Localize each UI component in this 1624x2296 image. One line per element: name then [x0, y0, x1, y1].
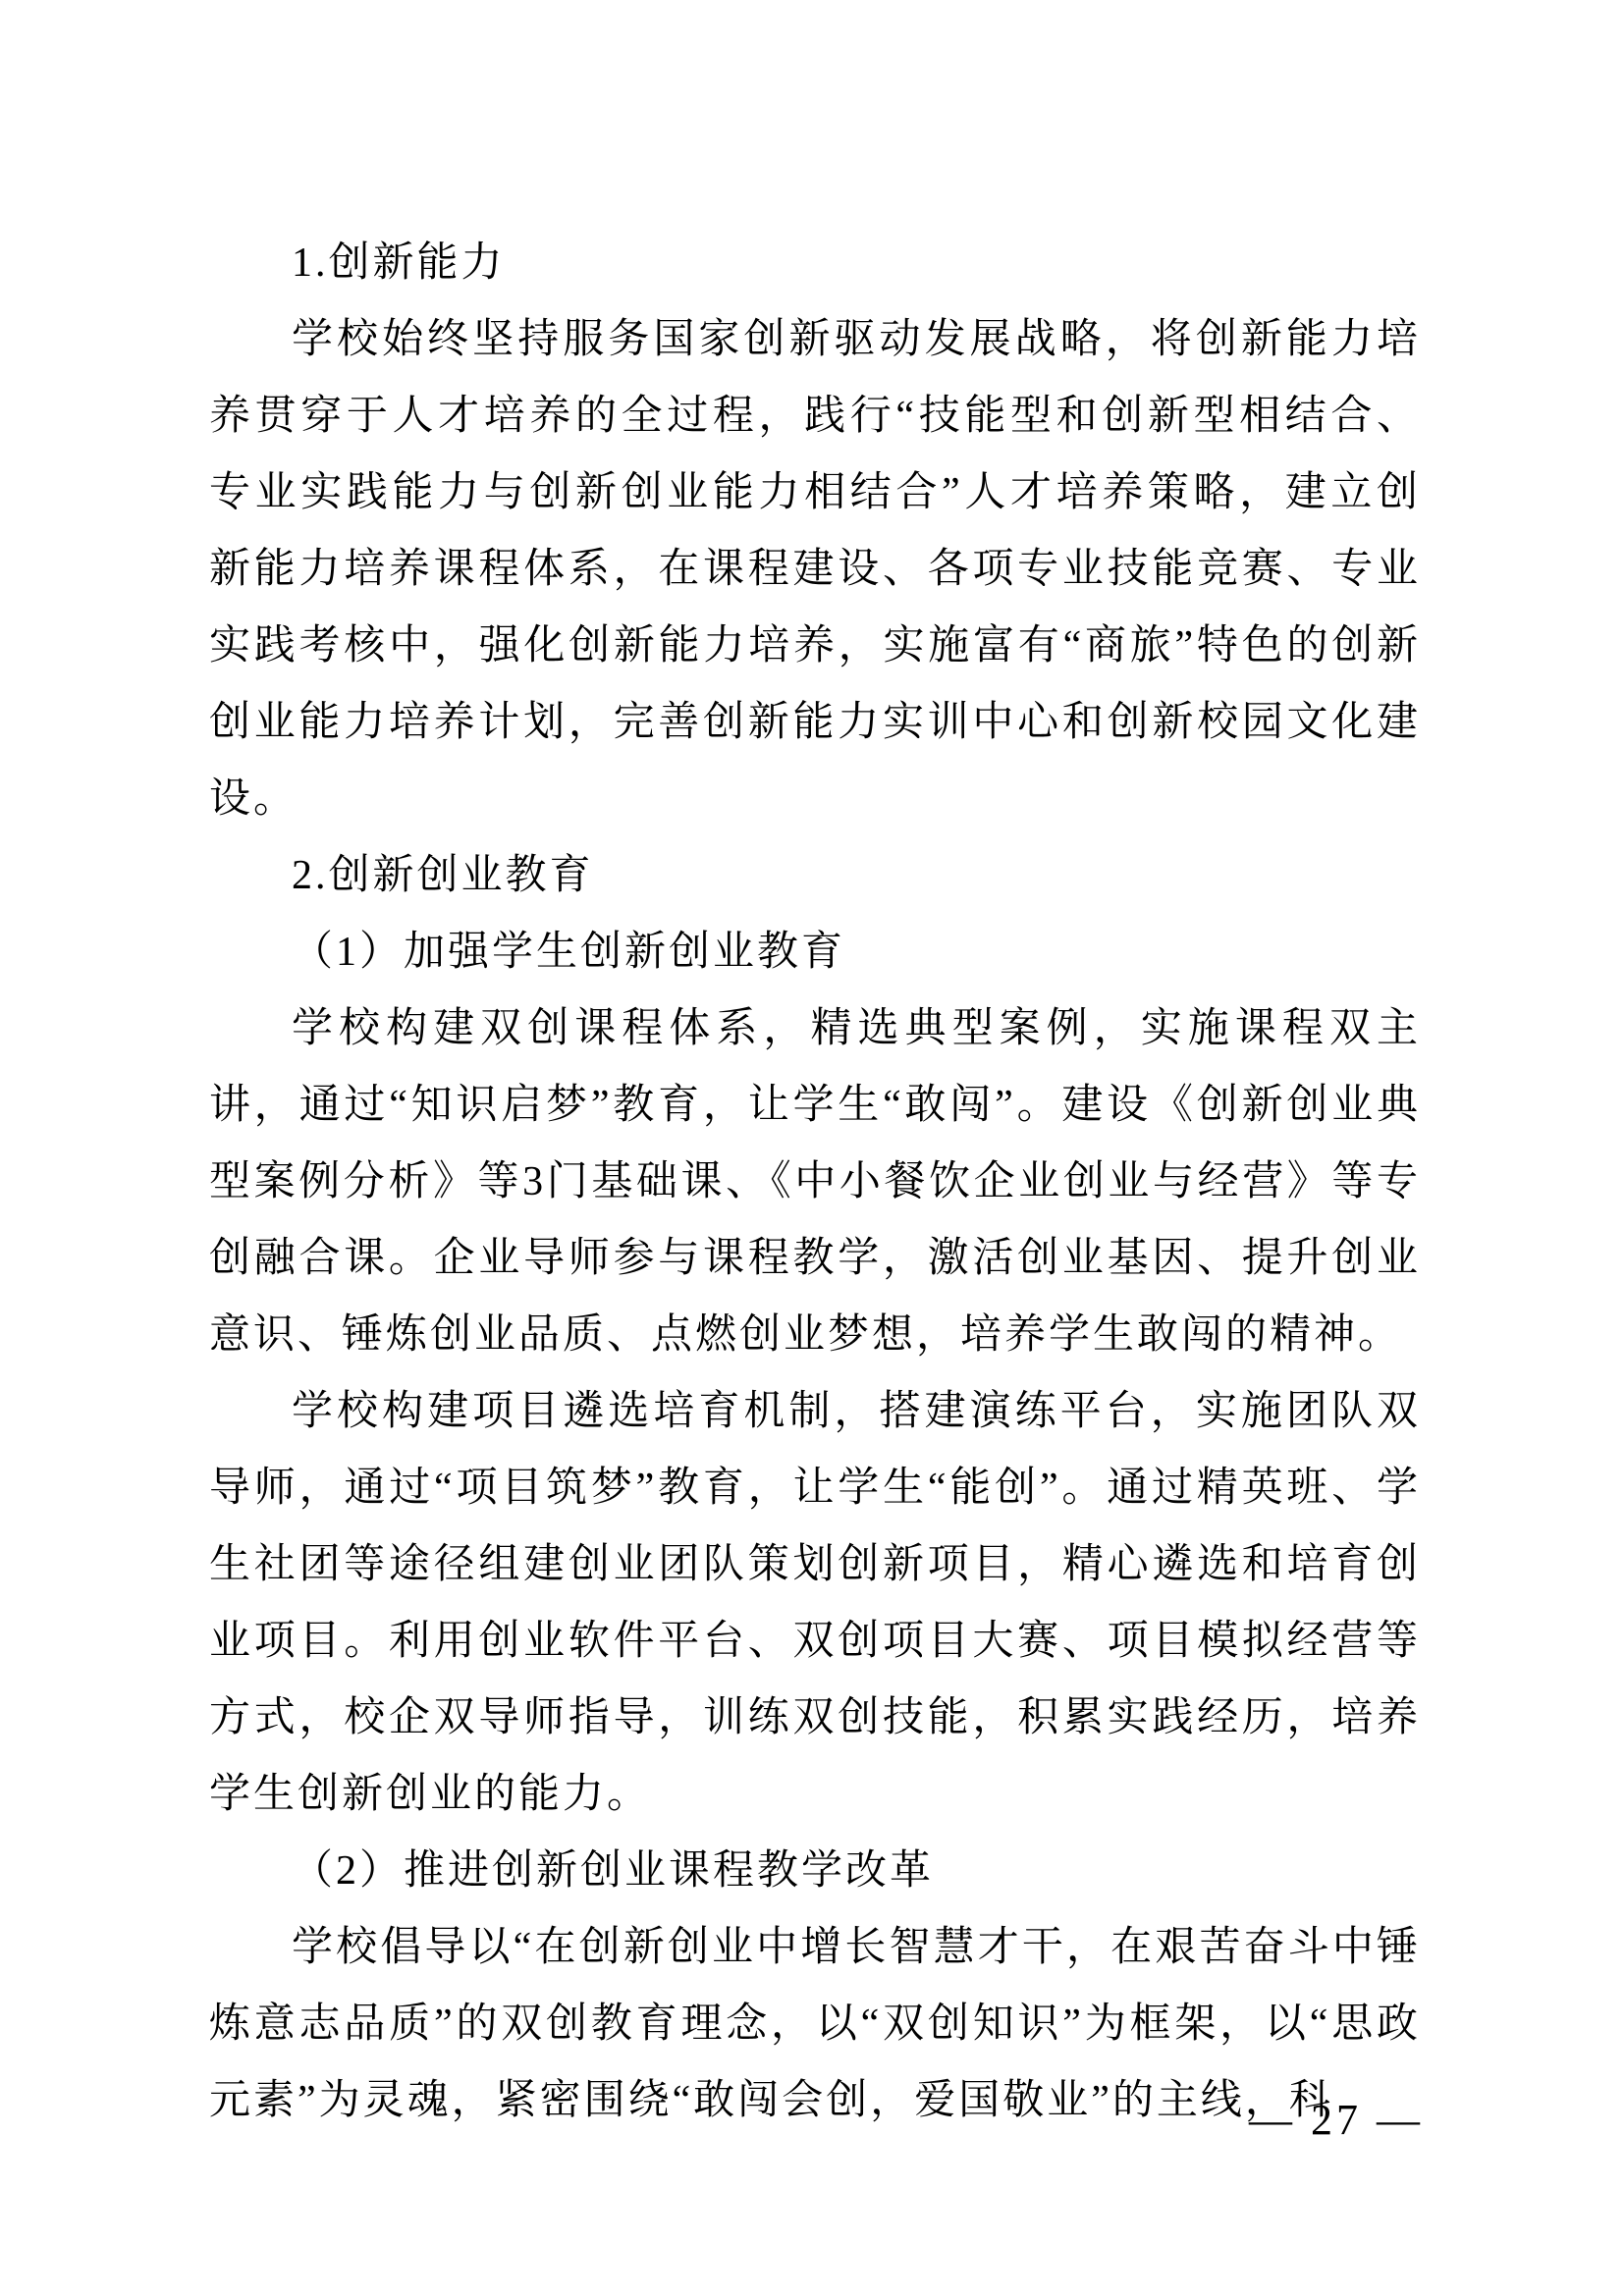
paragraph-project-selection-cultivation: 学校构建项目遴选培育机制，搭建演练平台，实施团队双导师，通过“项目筑梦”教育，让学生“能创”。通过精英班、学生社团等途径组建创业团队策划创新项目，精心遴选和培育创业项目。利用创业软件平台、双创项目大赛、项目模拟经营等方式，校企双导师指导，训练双创技能，积累实践经历，培养学生创新创业的能力。: [209, 1389, 1421, 1817]
document-body: [209, 225, 1421, 2139]
heading-innovation-ability: 1.创新能力: [292, 240, 506, 286]
subheading-course-teaching-reform: （2）推进创新创业课程教学改革: [292, 1848, 935, 1894]
page-number: — 27 —: [1249, 2096, 1424, 2144]
paragraph-dual-innovation-courses: 学校构建双创课程体系，精选典型案例，实施课程双主讲，通过“知识启梦”教育，让学生“敢闯”。建设《创新创业典型案例分析》等3门基础课、《中小餐饮企业创业与经营》等专创融合课。企业导师参与课程教学，激活创业基因、提升创业意识、锤炼创业品质、点燃创业梦想，培养学生敢闯的精神。: [209, 1006, 1421, 1358]
subheading-strengthen-student-education: （1）加强学生创新创业教育: [292, 930, 846, 975]
paragraph-innovation-ability: 学校始终坚持服务国家创新驱动发展战略，将创新能力培养贯穿于人才培养的全过程，践行“技能型和创新型相结合、专业实践能力与创新创业能力相结合”人才培养策略，建立创新能力培养课程体系，在课程建设、各项专业技能竞赛、专业实践考核中，强化创新能力培养，实施富有“商旅”特色的创新创业能力培养计划，完善创新能力实训中心和创新校园文化建设。: [209, 317, 1421, 822]
heading-innovation-entrepreneurship-education: 2.创新创业教育: [292, 853, 594, 898]
paragraph-education-philosophy: 学校倡导以“在创新创业中增长智慧才干，在艰苦奋斗中锤炼意志品质”的双创教育理念，以“双创知识”为框架，以“思政元素”为灵魂，紧密围绕“敢闯会创，爱国敬业”的主线，科: [209, 1925, 1421, 2123]
